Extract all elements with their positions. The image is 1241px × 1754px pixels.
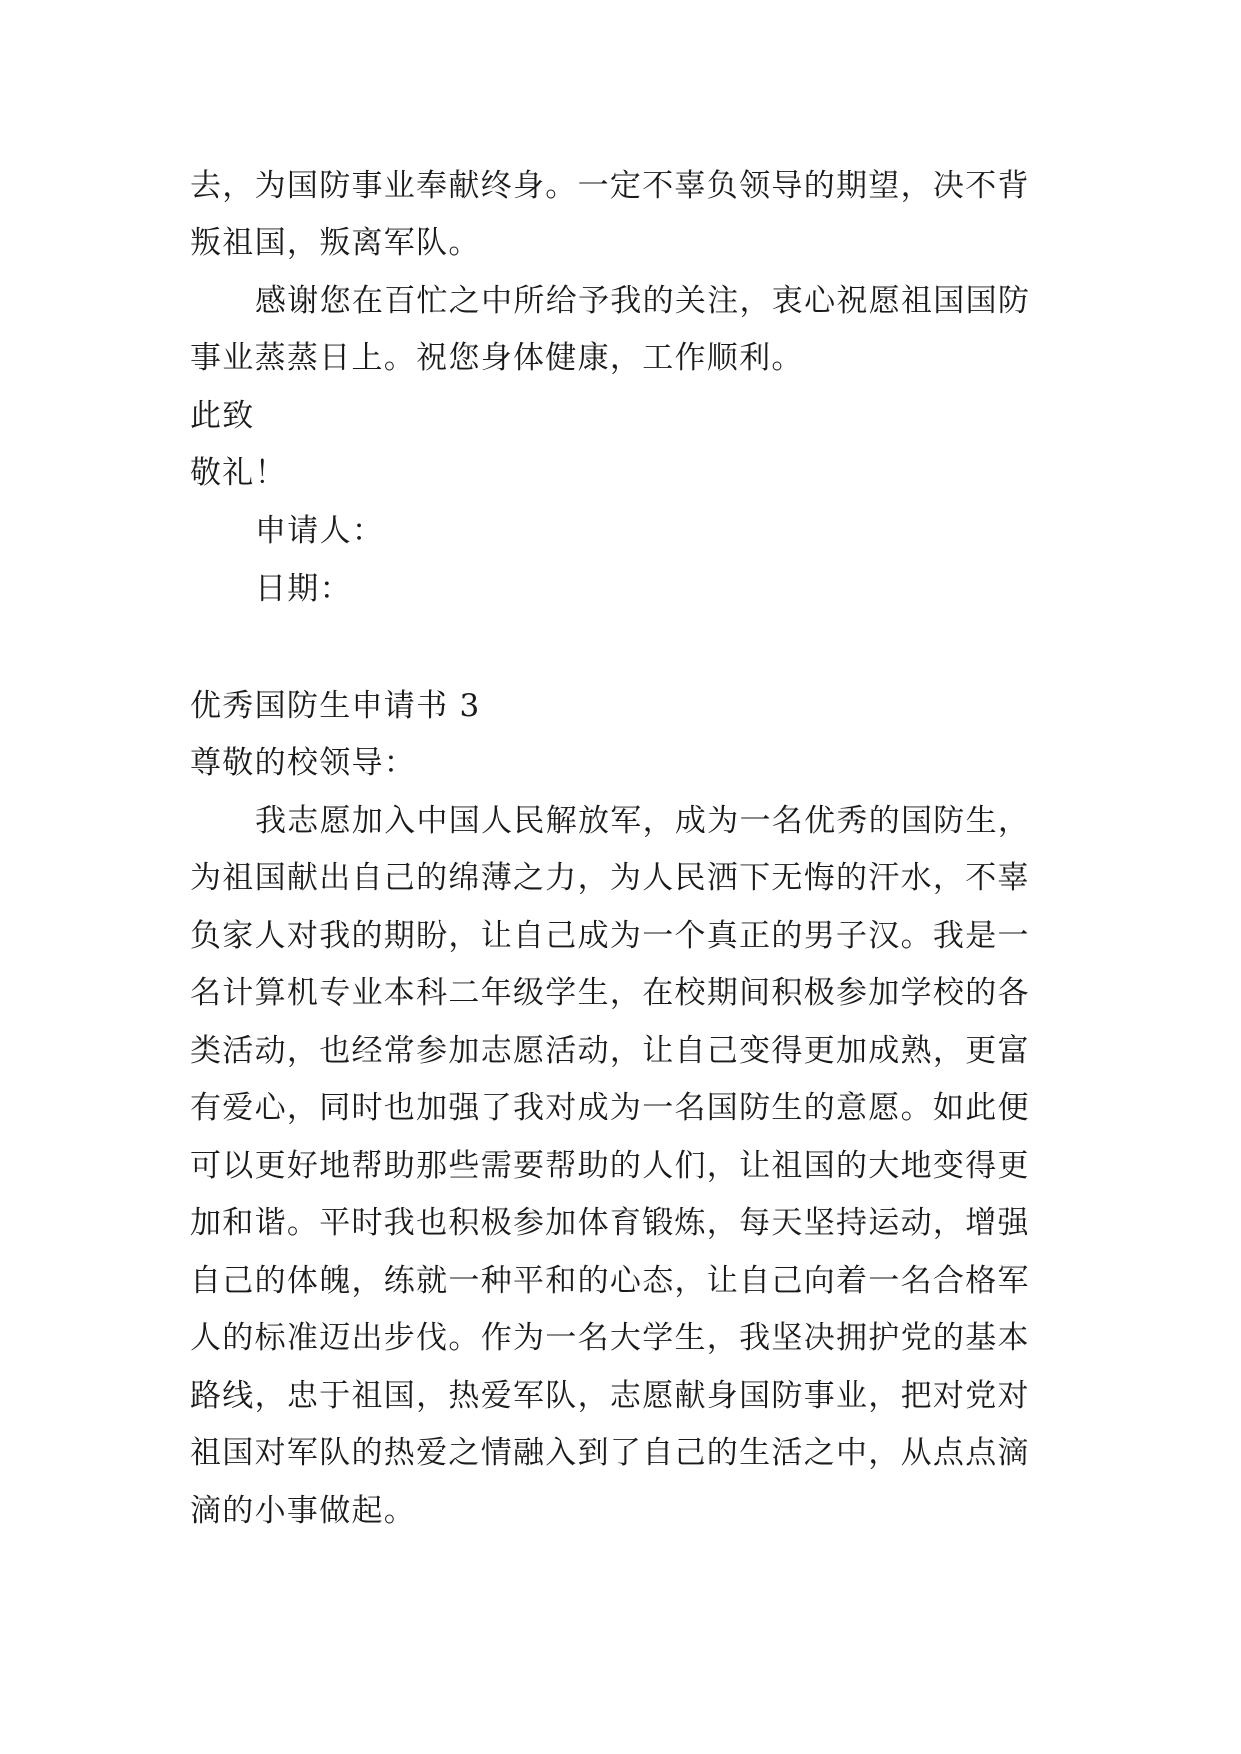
paragraph-line: 为祖国献出自己的绵薄之力，为人民洒下无悔的汗水，不辜 bbox=[190, 860, 1030, 896]
paragraph-line: 去，为国防事业奉献终身。一定不辜负领导的期望，决不背 bbox=[190, 168, 1030, 204]
paragraph-line: 加和谐。平时我也积极参加体育锻炼，每天坚持运动，增强 bbox=[190, 1205, 1030, 1241]
date-label: 日期： bbox=[255, 571, 352, 607]
section-title: 优秀国防生申请书 3 bbox=[190, 688, 481, 724]
closing-regards: 敬礼！ bbox=[190, 455, 287, 491]
paragraph-line: 叛祖国，叛离军队。 bbox=[190, 225, 481, 261]
paragraph-line: 自己的体魄，练就一种平和的心态，让自己向着一名合格军 bbox=[190, 1263, 1030, 1299]
paragraph-line: 有爱心，同时也加强了我对成为一名国防生的意愿。如此便 bbox=[190, 1090, 1030, 1126]
paragraph-line: 我志愿加入中国人民解放军，成为一名优秀的国防生， bbox=[255, 803, 1031, 839]
paragraph-line: 名计算机专业本科二年级学生，在校期间积极参加学校的各 bbox=[190, 975, 1030, 1011]
paragraph-line: 事业蒸蒸日上。祝您身体健康，工作顺利。 bbox=[190, 340, 804, 376]
paragraph-line: 人的标准迈出步伐。作为一名大学生，我坚决拥护党的基本 bbox=[190, 1320, 1030, 1356]
paragraph-line: 感谢您在百忙之中所给予我的关注，衷心祝愿祖国国防 bbox=[255, 283, 1031, 319]
paragraph-line: 滴的小事做起。 bbox=[190, 1493, 417, 1529]
paragraph-line: 可以更好地帮助那些需要帮助的人们，让祖国的大地变得更 bbox=[190, 1148, 1030, 1184]
greeting: 尊敬的校领导： bbox=[190, 745, 417, 781]
closing-salutation: 此致 bbox=[190, 398, 255, 434]
paragraph-line: 祖国对军队的热爱之情融入到了自己的生活之中，从点点滴 bbox=[190, 1435, 1030, 1471]
paragraph-line: 负家人对我的期盼，让自己成为一个真正的男子汉。我是一 bbox=[190, 918, 1030, 954]
paragraph-line: 路线，忠于祖国，热爱军队，志愿献身国防事业，把对党对 bbox=[190, 1378, 1030, 1414]
applicant-label: 申请人： bbox=[255, 513, 385, 549]
paragraph-line: 类活动，也经常参加志愿活动，让自己变得更加成熟，更富 bbox=[190, 1033, 1030, 1069]
